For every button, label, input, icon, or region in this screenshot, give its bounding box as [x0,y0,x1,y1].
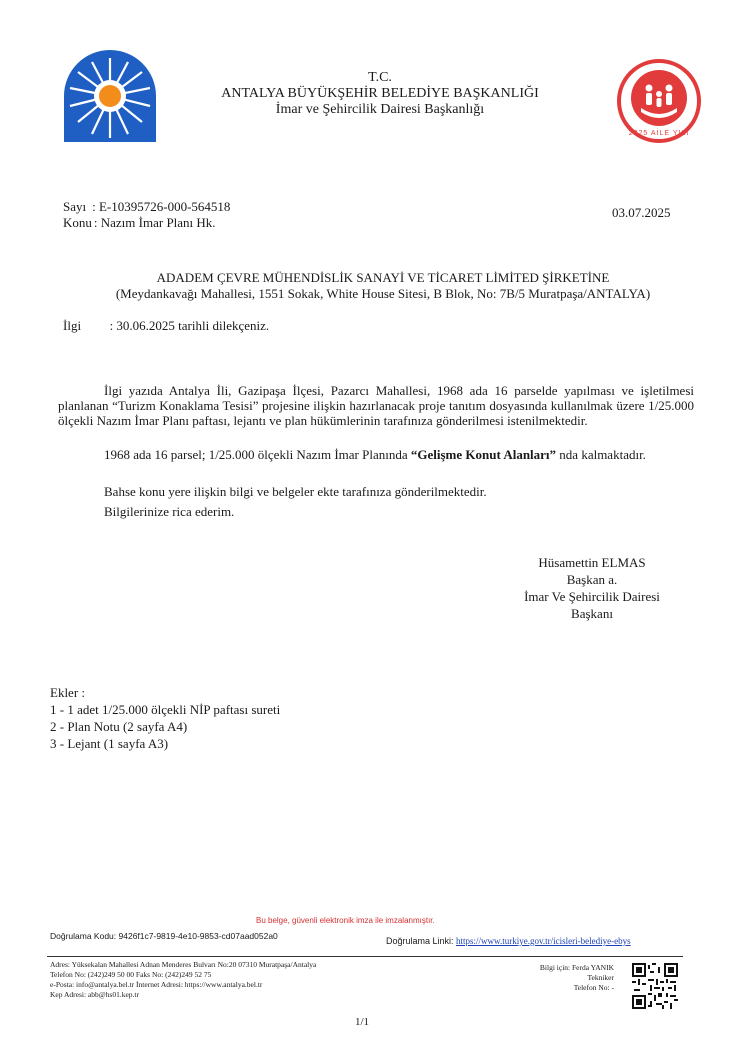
verification-link-label: Doğrulama Linki: [386,936,454,946]
signer-title-2: İmar Ve Şehircilik Dairesi [524,589,660,604]
contact-kep: Kep Adresi: abb@hs01.kep.tr [50,990,139,999]
contact-address: Adres: Yüksekalan Mahallesi Adnan Menderes Bulvarı No:20 07310 Muratpaşa/Antalya [50,960,317,969]
attachment-item: 1 - 1 adet 1/25.000 ölçekli NİP paftası sureti [50,702,281,717]
sayi-row [63,199,230,215]
verification-code: Doğrulama Kodu: 9426f1c7-9819-4e10-9853-cd07aad052a0 [50,931,278,941]
signature-block [492,554,692,622]
recipient-address: (Meydankavağı Mahallesi, 1551 Sokak, White House Sitesi, B Blok, No: 7B/5 Muratpaşa/ANTALYA) [115,286,651,301]
info-contact: Bilgi için: Ferda YANIK [539,963,614,972]
family-year-badge [616,58,702,144]
footer-divider [47,956,683,957]
qr-code-icon [632,963,678,1009]
info-title: Tekniker [587,973,614,982]
contact-block [50,960,316,1000]
ilgi-label: İlgi [63,318,82,333]
recipient-name: ADADEM ÇEVRE MÜHENDİSLİK SANAYİ VE TİCARET LİMİTED ŞİRKETİNE [156,270,610,285]
recipient-block [40,270,726,302]
reference-block [63,199,230,231]
konu-value: : Nazım İmar Planı Hk. [93,215,216,230]
verification-link[interactable]: https://www.turkiye.gov.tr/icisleri-belediye-ebys [456,936,631,946]
signer-title-1: Başkan a. [566,572,618,587]
badge-year: 2025 [628,130,649,137]
sayi-label: Sayı [63,199,87,214]
verification-link-row [386,936,631,946]
badge-text: AİLE YILI [650,130,690,137]
attachment-item: 3 - Lejant (1 sayfa A3) [50,736,169,751]
body-paragraph-3: Bahse konu yere ilişkin bilgi ve belgeler ekte tarafınıza gönderilmektedir. [104,484,487,499]
ilgi-row [63,318,269,334]
body-paragraph-4: Bilgilerinize rica ederim. [104,504,235,519]
esign-note: Bu belge, güvenli elektronik imza ile imzalanmıştır. [256,916,435,925]
municipality-logo [64,50,156,142]
info-phone: Telefon No: - [573,983,614,992]
attachments-label: Ekler : [50,685,86,700]
sayi-value: : E-10395726-000-564518 [92,199,231,214]
signer-title-3: Başkanı [571,606,613,621]
attachments-block [50,684,280,752]
signer-name: Hüsamettin ELMAS [538,555,646,570]
body-paragraph-2 [58,447,694,462]
p2-text-bold: “Gelişme Konut Alanları” [410,447,557,462]
sun-emblem-icon [64,50,156,142]
body-paragraph-1: İlgi yazıda Antalya İli, Gazipaşa İlçesi, Pazarcı Mahallesi, 1968 ada 16 parselde yapılması ve işletilmesi planlanan “Turizm Konaklama Tesisi” projesine ilişkin hazırlanacak proje tanıtım dosyasında kullanılmak üzere 1/25.000 ölçekli Nazım İmar Planı paftası, lejantı ve plan hükümlerinin tarafınıza gönderilmesi istenilmektedir. [58,383,694,428]
header-department: İmar ve Şehircilik Dairesi Başkanlığı [275,102,485,117]
p2-text-post: nda kalmaktadır. [556,447,646,462]
konu-label: Konu [63,215,92,230]
attachment-item: 2 - Plan Notu (2 sayfa A4) [50,719,188,734]
konu-row [63,215,230,231]
contact-email: e-Posta: info@antalya.bel.tr İnternet Adresi: https://www.antalya.bel.tr [50,980,263,989]
ilgi-value: : 30.06.2025 tarihli dilekçeniz. [109,318,270,333]
header-institution: ANTALYA BÜYÜKŞEHİR BELEDİYE BAŞKANLIĞI [221,86,539,101]
p2-text-pre: 1968 ada 16 parsel; 1/25.000 ölçekli Nazım İmar Planında [104,447,411,462]
letterhead [180,70,580,118]
qr-code[interactable] [632,963,678,1009]
page-number: 1/1 [355,1016,370,1028]
info-contact-block [506,963,614,993]
contact-phone: Telefon No: (242)249 50 00 Faks No: (242)249 52 75 [50,970,212,979]
header-tc: T.C. [368,70,392,85]
document-date: 03.07.2025 [612,205,671,220]
